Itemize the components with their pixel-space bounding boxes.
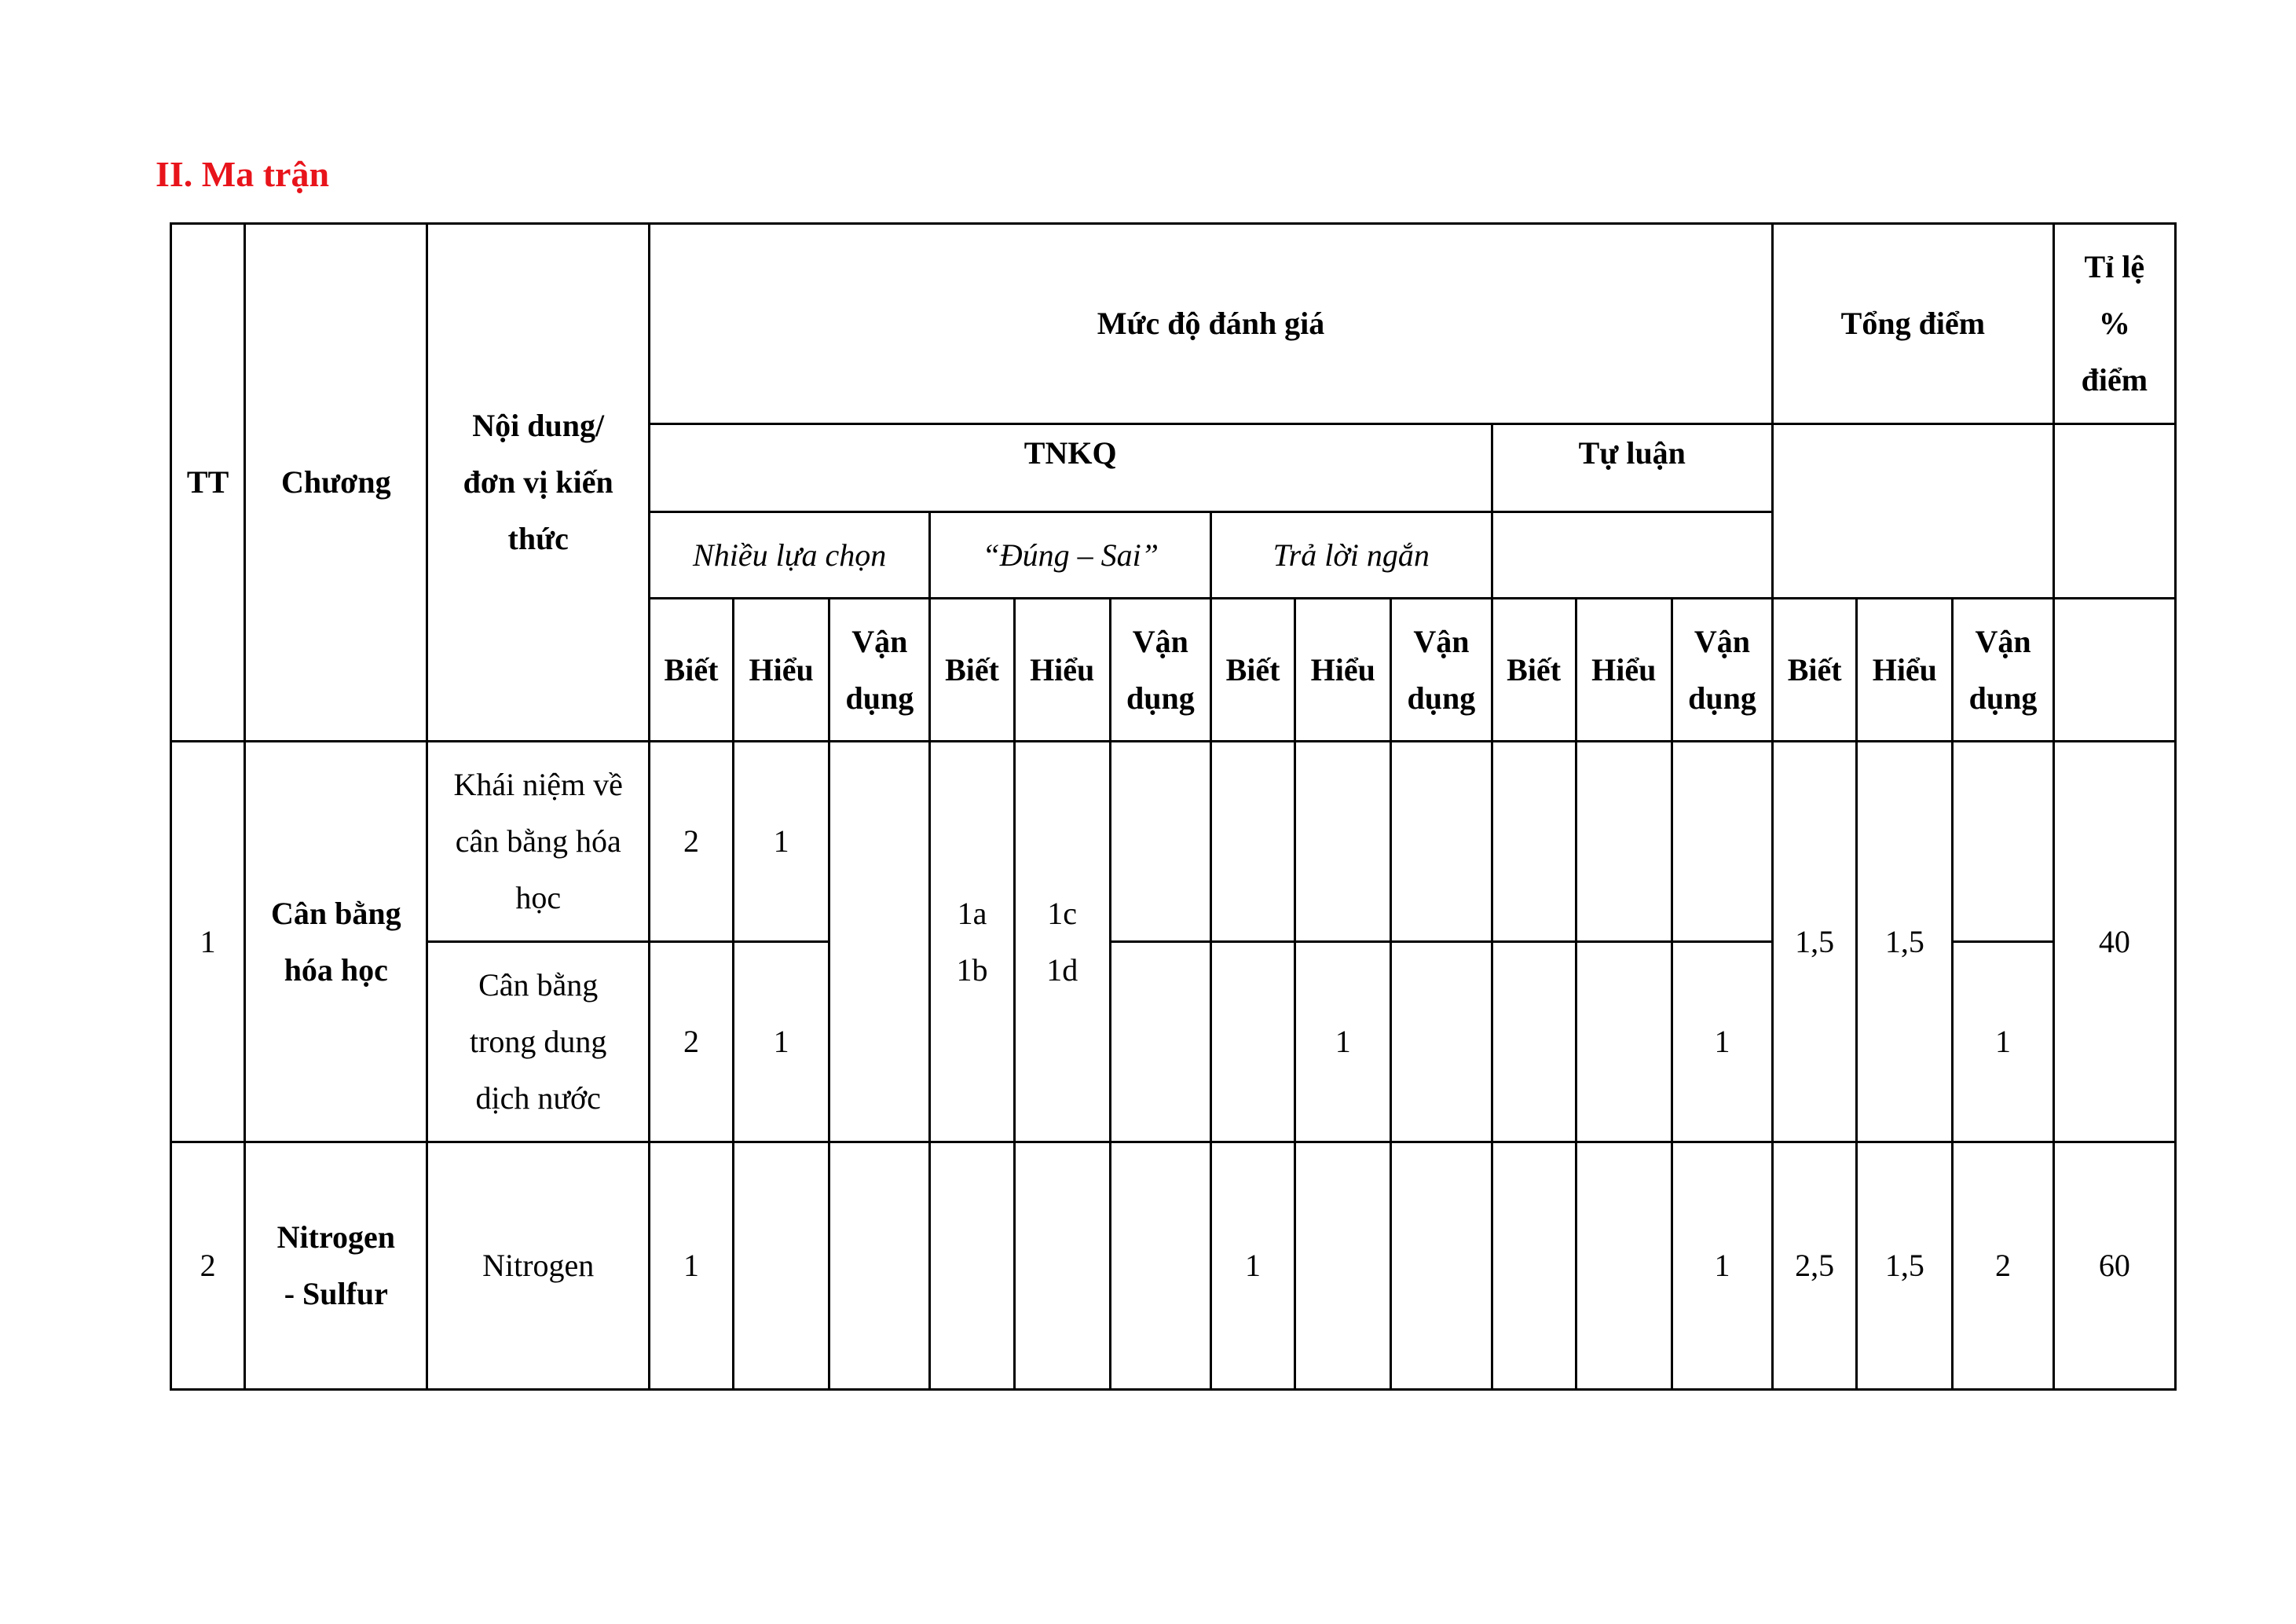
table-row: [171, 1142, 2176, 1390]
level-van-dung: Vận dụng: [829, 599, 930, 742]
header-ti-le: Tỉ lệ % điểm: [2053, 224, 2175, 424]
header-row-1: [171, 224, 2176, 424]
level-hieu: Hiểu: [1857, 599, 1953, 742]
cell-td-van-dung: 2: [1953, 1142, 2053, 1390]
header-muc-do-danh-gia: Mức độ đánh giá: [649, 224, 1772, 424]
cell-td-biet: 2,5: [1773, 1142, 1857, 1390]
cell-ds-biet: [930, 1142, 1014, 1390]
level-van-dung: Vận dụng: [1953, 599, 2053, 742]
cell-tln-van-dung: [1391, 742, 1492, 942]
cell-ds-hieu: 1c 1d: [1014, 742, 1110, 1142]
level-hieu: Hiểu: [734, 599, 829, 742]
header-ti-le-blank: [2053, 424, 2175, 599]
cell-nlc-biet: 1: [649, 1142, 733, 1390]
cell-ds-biet: 1a 1b: [930, 742, 1014, 1142]
cell-tln-van-dung: [1391, 1142, 1492, 1390]
row-noi-dung: Nitrogen: [427, 1142, 649, 1390]
header-dung-sai: “Đúng – Sai”: [930, 512, 1211, 599]
row-noi-dung: Khái niệm về cân bằng hóa học: [427, 742, 649, 942]
cell-nlc-hieu: 1: [734, 942, 829, 1142]
level-biet: Biết: [930, 599, 1014, 742]
level-biet: Biết: [1210, 599, 1294, 742]
cell-nlc-biet: 2: [649, 942, 733, 1142]
cell-ds-hieu: [1014, 1142, 1110, 1390]
row-noi-dung: Cân bằng trong dung dịch nước: [427, 942, 649, 1142]
cell-tl-hieu: [1576, 942, 1672, 1142]
level-hieu: Hiểu: [1014, 599, 1110, 742]
cell-tl-van-dung: 1: [1672, 1142, 1772, 1390]
cell-tl-biet: [1492, 942, 1576, 1142]
level-van-dung: Vận dụng: [1391, 599, 1492, 742]
row-tt: 1: [171, 742, 245, 1142]
row-tt: 2: [171, 1142, 245, 1390]
level-ti-le-blank: [2053, 599, 2175, 742]
level-van-dung: Vận dụng: [1672, 599, 1772, 742]
level-hieu: Hiểu: [1295, 599, 1391, 742]
cell-ds-van-dung: [1110, 742, 1210, 942]
cell-tl-hieu: [1576, 1142, 1672, 1390]
cell-ds-van-dung: [1110, 1142, 1210, 1390]
header-nhieu-lua-chon: Nhiều lựa chọn: [649, 512, 930, 599]
header-tnkq: TNKQ: [649, 424, 1492, 512]
cell-ti-le: 60: [2053, 1142, 2175, 1390]
cell-nlc-biet: 2: [649, 742, 733, 942]
level-hieu: Hiểu: [1576, 599, 1672, 742]
cell-td-hieu: 1,5: [1857, 742, 1953, 1142]
header-tong-diem-blank: [1773, 424, 2054, 599]
level-biet: Biết: [649, 599, 733, 742]
row-chuong: Cân bằng hóa học: [245, 742, 427, 1142]
level-biet: Biết: [1773, 599, 1857, 742]
cell-td-biet: 1,5: [1773, 742, 1857, 1142]
cell-tl-biet: [1492, 742, 1576, 942]
cell-tln-hieu: [1295, 742, 1391, 942]
level-biet: Biết: [1492, 599, 1576, 742]
header-tt: TT: [171, 224, 245, 742]
cell-tln-van-dung: [1391, 942, 1492, 1142]
cell-tln-hieu: [1295, 1142, 1391, 1390]
cell-tln-hieu: 1: [1295, 942, 1391, 1142]
cell-td-van-dung: 1: [1953, 942, 2053, 1142]
assessment-matrix-table: [170, 222, 2177, 1391]
header-chuong: Chương: [245, 224, 427, 742]
level-van-dung: Vận dụng: [1110, 599, 1210, 742]
cell-tln-biet: 1: [1210, 1142, 1294, 1390]
cell-nlc-van-dung: [829, 742, 930, 1142]
header-tra-loi-ngan: Trả lời ngắn: [1210, 512, 1492, 599]
cell-tln-biet: [1210, 742, 1294, 942]
header-noi-dung: Nội dung/đơn vị kiến thức: [427, 224, 649, 742]
cell-tl-van-dung: [1672, 742, 1772, 942]
cell-tln-biet: [1210, 942, 1294, 1142]
cell-tl-van-dung: 1: [1672, 942, 1772, 1142]
table-row: [171, 742, 2176, 942]
cell-nlc-hieu: [734, 1142, 829, 1390]
cell-ds-van-dung: [1110, 942, 1210, 1142]
cell-ti-le: 40: [2053, 742, 2175, 1142]
section-heading: II. Ma trận: [156, 154, 330, 194]
header-tu-luan-blank: [1492, 512, 1773, 599]
cell-td-van-dung: [1953, 742, 2053, 942]
header-tu-luan: Tự luận: [1492, 424, 1773, 512]
cell-tl-hieu: [1576, 742, 1672, 942]
row-chuong: Nitrogen - Sulfur: [245, 1142, 427, 1390]
cell-nlc-van-dung: [829, 1142, 930, 1390]
cell-td-hieu: 1,5: [1857, 1142, 1953, 1390]
cell-tl-biet: [1492, 1142, 1576, 1390]
cell-nlc-hieu: 1: [734, 742, 829, 942]
header-tong-diem: Tổng điểm: [1773, 224, 2054, 424]
